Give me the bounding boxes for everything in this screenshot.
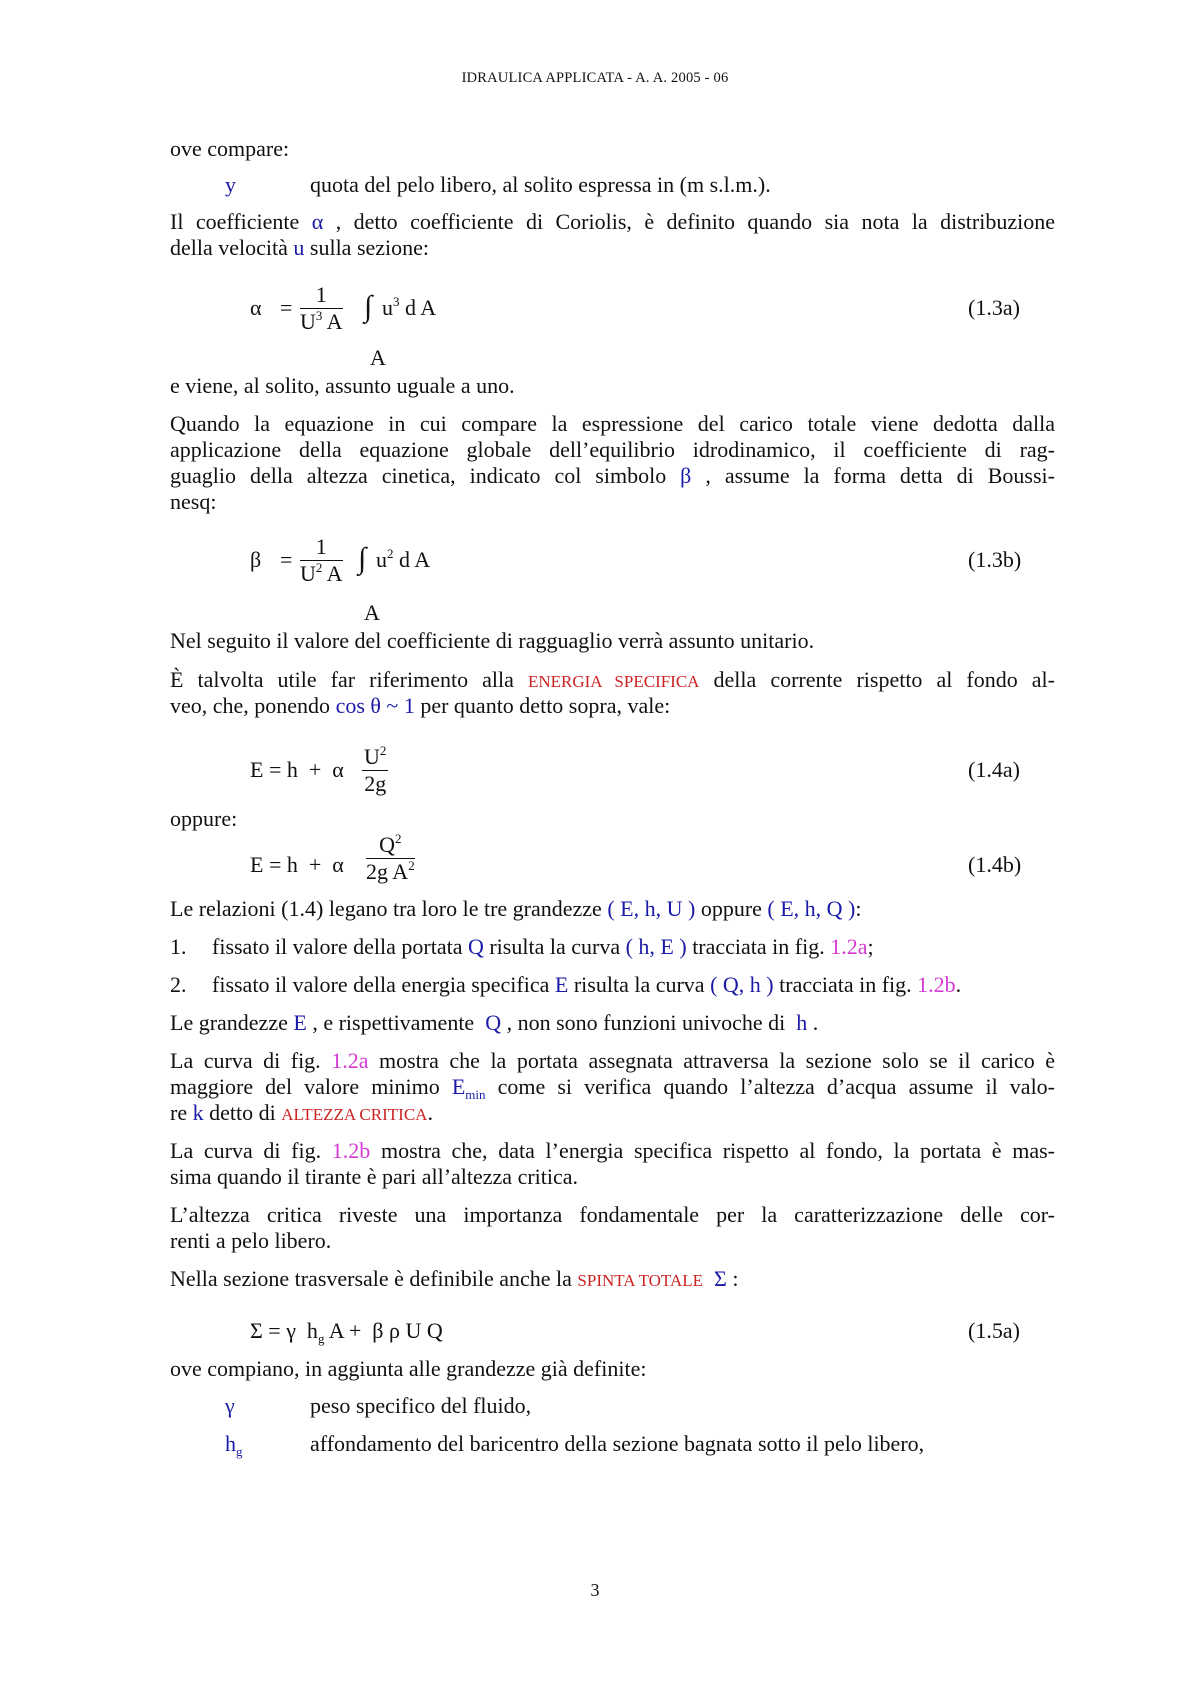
fraction-numerator: 1: [300, 534, 343, 561]
text: , assume la forma detta di Boussi-: [691, 463, 1055, 488]
text: , detto coefficiente di Coriolis, è definito quando sia nota la distribuzione: [323, 209, 1056, 234]
den-exponent: 2: [408, 858, 415, 873]
symbol-k: k: [192, 1100, 204, 1125]
equation-fraction: [300, 282, 343, 335]
text: .: [807, 1010, 819, 1035]
symbol-e: E: [451, 1074, 466, 1099]
integrand: [382, 295, 436, 321]
den-exponent: 2: [315, 560, 323, 575]
equation-equals: =: [280, 547, 293, 572]
equation-lhs: E = h + α: [250, 852, 344, 877]
figure-reference-link[interactable]: 1.2b: [917, 972, 956, 997]
paragraph-altezza-critica-line-1: L’altezza critica riveste una importanza fondamentale per la caratterizzazione delle cor-: [170, 1202, 1055, 1227]
text: Nella sezione trasversale è definibile anche la: [170, 1266, 578, 1291]
text: risulta la curva: [568, 972, 711, 997]
paragraph-energia-line-2: [170, 692, 1055, 720]
den-a: 2g A: [366, 859, 409, 884]
list-number: 2.: [170, 972, 187, 997]
equation-number: (1.3a): [968, 295, 1020, 320]
num-u: U: [364, 744, 380, 769]
den-u: U: [300, 561, 316, 586]
symbol-q: Q: [467, 934, 484, 959]
list-number: 1.: [170, 934, 187, 959]
text: re: [170, 1100, 193, 1125]
text: Le relazioni (1.4) legano tra loro le tre grandezze: [170, 896, 608, 921]
symbol-h: h: [225, 1431, 236, 1456]
definition-text-y: quota del pelo libero, al solito espressa in (m s.l.m.).: [310, 172, 771, 197]
text: , e rispettivamente: [306, 1010, 486, 1035]
subscript-g: g: [317, 1331, 325, 1346]
definition-text-hg: affondamento del baricentro della sezione bagnata sotto il pelo libero,: [310, 1431, 925, 1456]
equation-number: (1.4a): [968, 757, 1020, 782]
den-a: A: [322, 561, 343, 586]
text: ;: [867, 934, 874, 959]
integrand-exponent: 2: [387, 546, 394, 561]
subscript-g: g: [236, 1444, 243, 1459]
integral-domain: A: [364, 600, 380, 625]
symbol-u: u: [293, 235, 305, 260]
equation-number: (1.3b): [968, 547, 1022, 572]
paragraph-curva-a-line-3: [170, 1099, 1055, 1129]
integrand-exponent: 3: [393, 294, 400, 309]
text: È talvolta utile far riferimento alla: [170, 667, 528, 692]
text: La curva di fig.: [170, 1048, 332, 1073]
symbol-alpha: α: [311, 209, 324, 234]
text: maggiore del valore minimo: [170, 1074, 452, 1099]
fraction-denominator: 2g: [364, 771, 387, 796]
list-item: [170, 933, 1055, 961]
definition-symbol-y: y: [225, 172, 236, 197]
equation-fraction: [362, 744, 388, 797]
text: Il coefficiente: [170, 209, 312, 234]
text: fissato il valore della portata: [212, 934, 468, 959]
symbol-q: Q: [485, 1010, 502, 1035]
symbol-sigma: Σ: [714, 1266, 727, 1291]
paragraph-coriolis-line-2: [170, 234, 1055, 262]
integral-sign: ∫: [358, 542, 367, 575]
integrand-u: u: [382, 295, 393, 320]
text: risulta la curva: [483, 934, 626, 959]
num-q: Q: [379, 832, 396, 857]
text: oppure: [695, 896, 768, 921]
equation-lhs: β: [250, 547, 262, 572]
fraction-denominator: [300, 561, 343, 587]
term-altezza-critica: ALTEZZA CRITICA: [281, 1105, 428, 1124]
figure-reference-link[interactable]: 1.2a: [830, 934, 868, 959]
paragraph-boussinesq-line-1: Quando la equazione in cui compare la espressione del carico totale viene dedotta dalla: [170, 411, 1055, 436]
paragraph-altezza-critica-line-2: renti a pelo libero.: [170, 1228, 332, 1253]
definition-symbol-gamma: γ: [225, 1393, 235, 1418]
num-exponent: 2: [395, 831, 402, 846]
integral-sign: ∫: [364, 290, 373, 323]
symbol-h: h: [796, 1010, 808, 1035]
text: mostra che la portata assegnata attraversa la sezione solo se il carico è: [368, 1048, 1055, 1073]
term-energia-specifica: ENERGIA SPECIFICA: [527, 672, 700, 691]
text: La curva di fig.: [170, 1138, 332, 1163]
running-header: IDRAULICA APPLICATA - A. A. 2005 - 06: [461, 70, 729, 86]
text: tracciata in fig.: [686, 934, 831, 959]
fraction-denominator: [366, 859, 415, 885]
symbol-tuple: ( h, E ): [625, 934, 687, 959]
text: :: [726, 1266, 739, 1291]
paragraph-boussinesq-line-4: nesq:: [170, 489, 217, 514]
paragraph-ragguaglio: Nel seguito il valore del coefficiente di ragguaglio verrà assunto unitario.: [170, 628, 815, 653]
text: per quanto detto sopra, vale:: [414, 693, 671, 718]
definition-symbol-hg: [225, 1431, 243, 1457]
equation-fraction: [366, 832, 415, 885]
paragraph-uguale-uno: e viene, al solito, assunto uguale a uno.: [170, 373, 515, 398]
paragraph-boussinesq-line-2: applicazione della equazione globale dell’equilibrio idrodinamico, il coefficiente di rag-: [170, 437, 1055, 462]
text: :: [855, 896, 862, 921]
den-u: U: [300, 309, 316, 334]
equation-fraction: [300, 534, 343, 587]
fraction-numerator: 1: [300, 282, 343, 309]
equation-body: [250, 1318, 443, 1344]
paragraph-ove-compiano: ove compiano, in aggiunta alle grandezze già definite:: [170, 1356, 647, 1381]
paragraph-curva-b-line-2: sima quando il tirante è pari all’altezza critica.: [170, 1164, 579, 1189]
text: sulla sezione:: [304, 235, 430, 260]
paragraph-boussinesq-line-3: [170, 462, 1055, 490]
paragraph-spinta-totale: [170, 1265, 1055, 1295]
text: fissato il valore della energia specifica: [212, 972, 555, 997]
equation-equals: =: [280, 295, 293, 320]
den-exponent: 3: [315, 308, 323, 323]
text: tracciata in fig.: [773, 972, 918, 997]
symbol-tuple-ehq: ( E, h, Q ): [767, 896, 856, 921]
paragraph-curva-a-line-2: [170, 1073, 1055, 1101]
equation-part: Σ = γ h: [250, 1318, 318, 1343]
symbol-beta: β: [680, 463, 692, 488]
paragraph-oppure: oppure:: [170, 806, 238, 831]
text: come si verifica quando l’altezza d’acqua assume il valo-: [485, 1074, 1056, 1099]
symbol-e: E: [293, 1010, 307, 1035]
equation-lhs: α: [250, 295, 262, 320]
equation-part: A + β ρ U Q: [324, 1318, 443, 1343]
paragraph-coriolis-line-1: [170, 208, 1055, 236]
fraction-numerator: [366, 832, 415, 859]
text: della velocità: [170, 235, 294, 260]
integrand: [376, 547, 430, 573]
symbol-e: E: [554, 972, 569, 997]
integral-domain: A: [370, 345, 386, 370]
symbol-tuple: ( Q, h ): [710, 972, 774, 997]
integrand-rest: d A: [399, 295, 437, 320]
text: guaglio della altezza cinetica, indicato col simbolo: [170, 463, 681, 488]
figure-reference-link[interactable]: 1.2a: [331, 1048, 369, 1073]
text: , non sono funzioni univoche di: [501, 1010, 797, 1035]
text: Le grandezze: [170, 1010, 294, 1035]
text: mostra che, data l’energia specifica rispetto al fondo, la portata è mas-: [370, 1138, 1056, 1163]
fraction-denominator: [300, 309, 343, 335]
paragraph-ove-compare: ove compare:: [170, 136, 290, 161]
equation-number: (1.5a): [968, 1318, 1020, 1343]
symbol-e-min: [451, 1074, 486, 1102]
num-exponent: 2: [379, 743, 387, 758]
fraction-numerator: [362, 744, 388, 771]
equation-lhs: E = h + α: [250, 757, 344, 782]
figure-reference-link[interactable]: 1.2b: [331, 1138, 371, 1163]
paragraph-grandezze: [170, 1009, 1055, 1037]
symbol-tuple-ehu: ( E, h, U ): [607, 896, 696, 921]
integrand-u: u: [376, 547, 387, 572]
text: della corrente rispetto al fondo al-: [699, 667, 1055, 692]
text: detto di: [203, 1100, 282, 1125]
den-a: A: [322, 309, 343, 334]
page-number: 3: [590, 1580, 600, 1600]
subscript-min: min: [465, 1087, 486, 1102]
paragraph-curva-a-line-1: [170, 1047, 1055, 1075]
definition-text-gamma: peso specifico del fluido,: [310, 1393, 532, 1418]
equation-number: (1.4b): [968, 852, 1022, 877]
text: .: [955, 972, 962, 997]
paragraph-relazioni: [170, 895, 1055, 923]
list-item: [170, 971, 1055, 999]
paragraph-curva-b-line-1: [170, 1137, 1055, 1165]
text: veo, che, ponendo: [170, 693, 336, 718]
text: .: [427, 1100, 433, 1125]
term-spinta-totale: SPINTA TOTALE: [577, 1271, 703, 1290]
integrand-rest: d A: [393, 547, 431, 572]
symbol-cos-theta: cos θ ~ 1: [335, 693, 415, 718]
